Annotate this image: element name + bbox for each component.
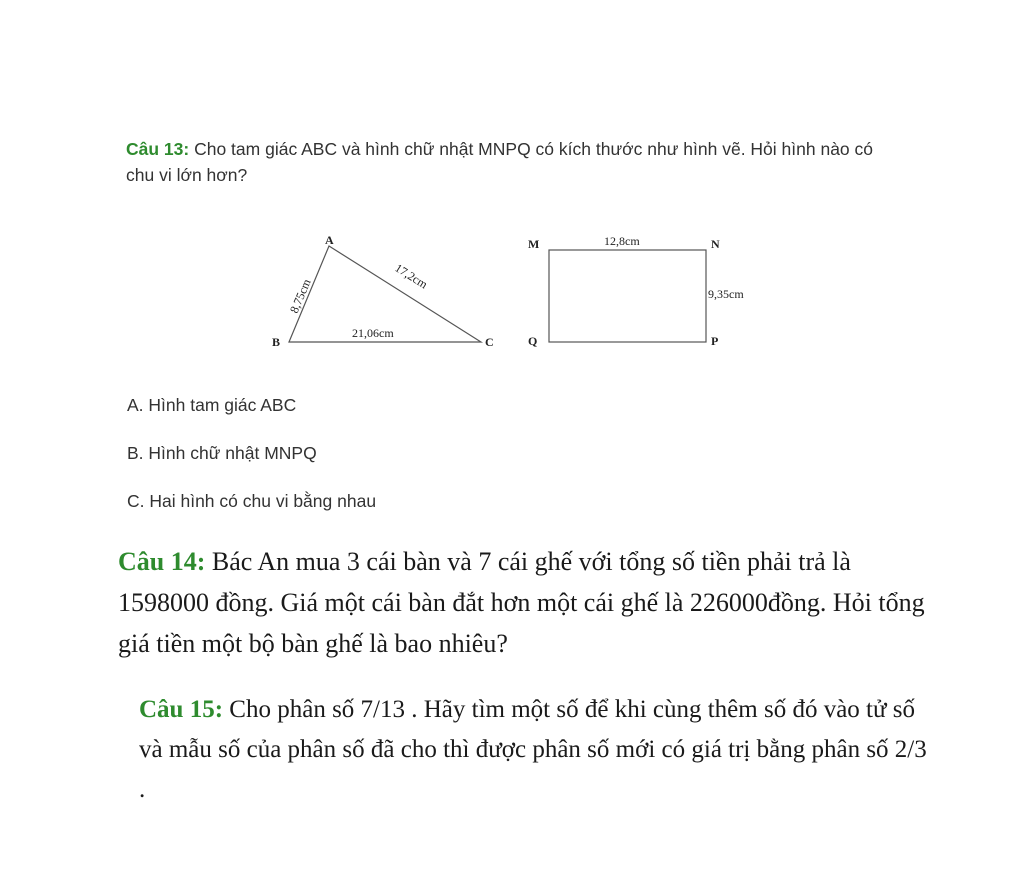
side-mn-label: 12,8cm (604, 234, 640, 248)
option-a: A. Hình tam giác ABC (127, 395, 297, 415)
question-15 (139, 690, 939, 810)
option-c: C. Hai hình có chu vi bằng nhau (127, 491, 377, 511)
vertex-p-label: P (711, 334, 719, 348)
vertex-a-label: A (325, 233, 334, 247)
vertex-c-label: C (485, 335, 494, 349)
question-15-label: Câu 15: (139, 696, 224, 723)
side-bc-label: 21,06cm (352, 326, 394, 340)
side-ac-label: 17,2cm (392, 260, 431, 292)
question-14-label: Câu 14: (118, 547, 206, 576)
vertex-m-label: M (528, 237, 540, 251)
option-b: B. Hình chữ nhật MNPQ (127, 443, 317, 463)
side-np-label: 9,35cm (708, 287, 744, 301)
side-ab-label: 8,75cm (286, 276, 314, 316)
vertex-n-label: N (711, 237, 720, 251)
question-14 (118, 541, 938, 664)
question-13-label: Câu 13: (126, 139, 190, 159)
question-13-text: Cho tam giác ABC và hình chữ nhật MNPQ có kích thước như hình vẽ. Hỏi hình nào có chu vi lớn hơn? (126, 139, 874, 185)
vertex-q-label: Q (528, 334, 538, 348)
vertex-b-label: B (272, 335, 281, 349)
question-15-text: Cho phân số 7/13 . Hãy tìm một số để khi cùng thêm số đó vào tử số và mẫu số của phân số đã cho thì được phân số mới có giá trị bằng phân số 2/3 . (139, 696, 927, 803)
question-14-text: Bác An mua 3 cái bàn và 7 cái ghế với tổng số tiền phải trả là 1598000 đồng. Giá một cái bàn đắt hơn một cái ghế là 226000đồng. Hỏi tổng giá tiền một bộ bàn ghế là bao nhiêu? (118, 547, 925, 658)
rectangle-mnpq (549, 250, 706, 342)
